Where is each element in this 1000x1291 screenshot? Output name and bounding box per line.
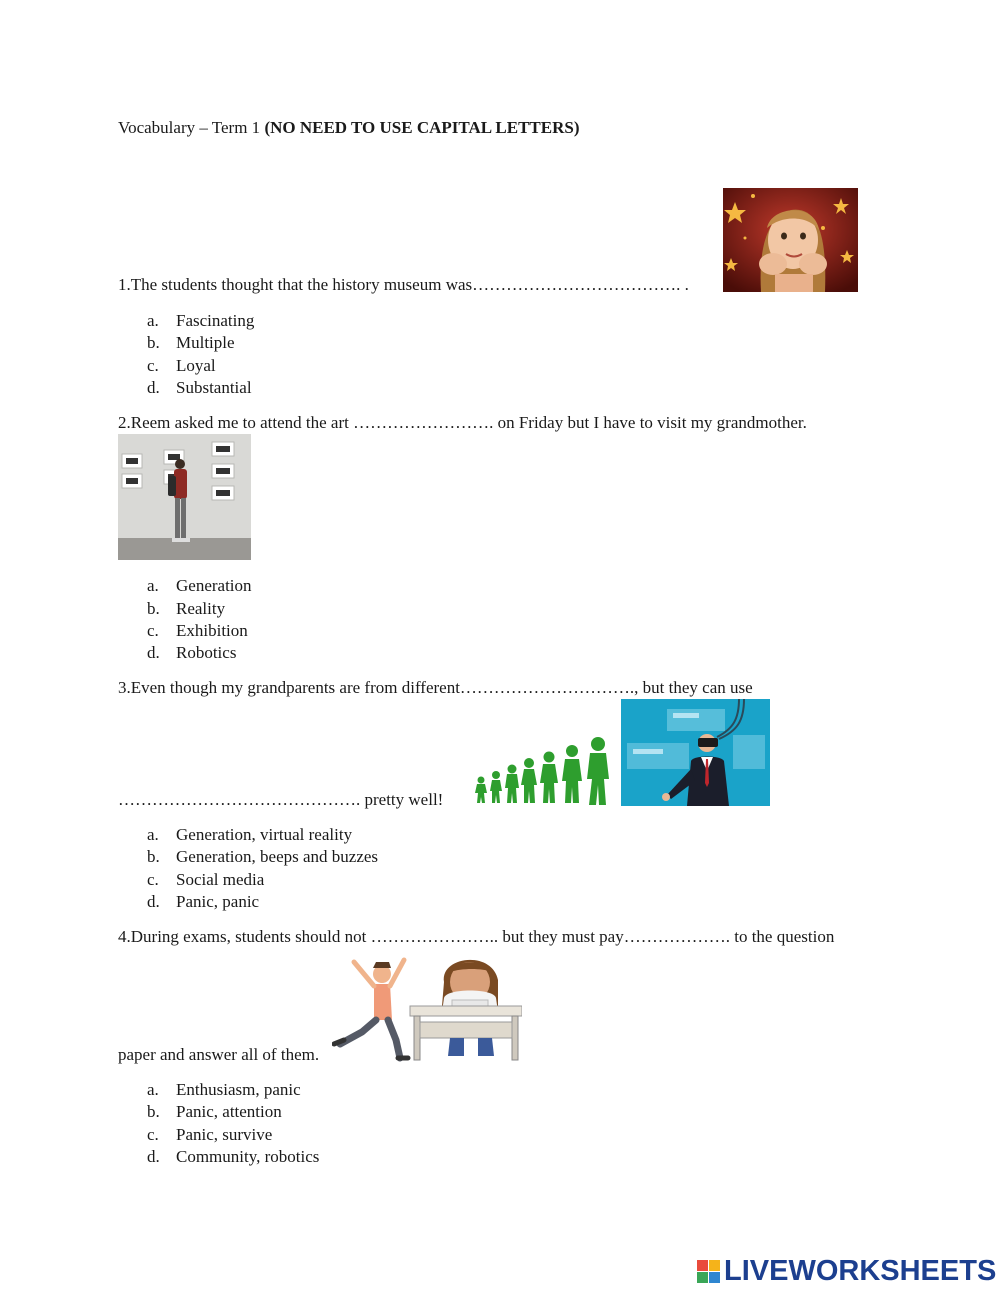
- option-label: Reality: [176, 599, 226, 618]
- generations-people-image: [468, 735, 620, 807]
- option-letter: b.: [147, 847, 160, 866]
- option-letter: c.: [147, 1125, 159, 1144]
- option-label: Multiple: [176, 333, 235, 352]
- question-2-option-c[interactable]: [147, 621, 248, 641]
- question-4-text-line2: paper and answer all of them.: [118, 1045, 320, 1064]
- question-2-option-d[interactable]: [147, 643, 236, 663]
- question-2-option-a[interactable]: [147, 576, 252, 596]
- title-bold: (NO NEED TO USE CAPITAL LETTERS): [264, 118, 580, 137]
- question-1-option-b[interactable]: [147, 333, 235, 353]
- option-label: Community, robotics: [176, 1147, 320, 1166]
- question-3-option-d[interactable]: [147, 892, 259, 912]
- title-plain: Vocabulary – Term 1: [118, 118, 265, 137]
- liveworksheets-logo[interactable]: [697, 1255, 996, 1287]
- exam-panic-image: [332, 948, 522, 1062]
- question-4-option-d[interactable]: [147, 1147, 319, 1167]
- option-letter: c.: [147, 356, 159, 375]
- question-2-option-b[interactable]: [147, 599, 225, 619]
- question-4-option-b[interactable]: [147, 1102, 282, 1122]
- question-3-option-c[interactable]: [147, 870, 264, 890]
- question-4-option-a[interactable]: [147, 1080, 301, 1100]
- option-label: Robotics: [176, 643, 237, 662]
- question-3-text-line1: 3.Even though my grandparents are from different…………………………., but they can use: [118, 678, 753, 697]
- option-letter: d.: [147, 378, 160, 397]
- question-1-text: 1.The students thought that the history museum was………………………………. .: [118, 275, 689, 294]
- option-label: Generation, virtual reality: [176, 825, 353, 844]
- option-letter: a.: [147, 1080, 159, 1099]
- question-1-option-c[interactable]: [147, 356, 216, 376]
- option-letter: a.: [147, 311, 159, 330]
- question-3-option-b[interactable]: [147, 847, 378, 867]
- question-4-option-c[interactable]: [147, 1125, 272, 1145]
- logo-text: LIVEWORKSHEETS: [724, 1254, 997, 1287]
- question-3-option-a[interactable]: [147, 825, 352, 845]
- option-label: Generation, beeps and buzzes: [176, 847, 379, 866]
- question-2-text: 2.Reem asked me to attend the art ……………………. on Friday but I have to visit my grandmother.: [118, 413, 807, 432]
- option-letter: b.: [147, 1102, 160, 1121]
- art-exhibition-image: [118, 434, 251, 560]
- option-label: Enthusiasm, panic: [176, 1080, 301, 1099]
- option-letter: d.: [147, 643, 160, 662]
- option-label: Exhibition: [176, 621, 248, 640]
- option-label: Generation: [176, 576, 252, 595]
- question-3-text-line2: ……………………………………. pretty well!: [118, 790, 444, 809]
- option-label: Substantial: [176, 378, 252, 397]
- option-label: Loyal: [176, 356, 216, 375]
- virtual-reality-image: [621, 699, 770, 806]
- question-1-option-a[interactable]: [147, 311, 254, 331]
- option-letter: c.: [147, 870, 159, 889]
- option-letter: d.: [147, 892, 160, 911]
- option-letter: a.: [147, 825, 159, 844]
- question-4-text-line1: 4.During exams, students should not ………………….. but they must pay………………. to the question: [118, 927, 835, 946]
- option-label: Panic, panic: [176, 892, 260, 911]
- option-letter: c.: [147, 621, 159, 640]
- option-label: Panic, attention: [176, 1102, 282, 1121]
- option-letter: d.: [147, 1147, 160, 1166]
- fascinated-girl-image: [723, 188, 858, 292]
- question-1-option-d[interactable]: [147, 378, 252, 398]
- option-label: Panic, survive: [176, 1125, 273, 1144]
- liveworksheets-logo-icon: [697, 1260, 720, 1283]
- option-label: Social media: [176, 870, 265, 889]
- option-letter: a.: [147, 576, 159, 595]
- option-letter: b.: [147, 333, 160, 352]
- option-label: Fascinating: [176, 311, 255, 330]
- worksheet-title: [118, 118, 580, 138]
- option-letter: b.: [147, 599, 160, 618]
